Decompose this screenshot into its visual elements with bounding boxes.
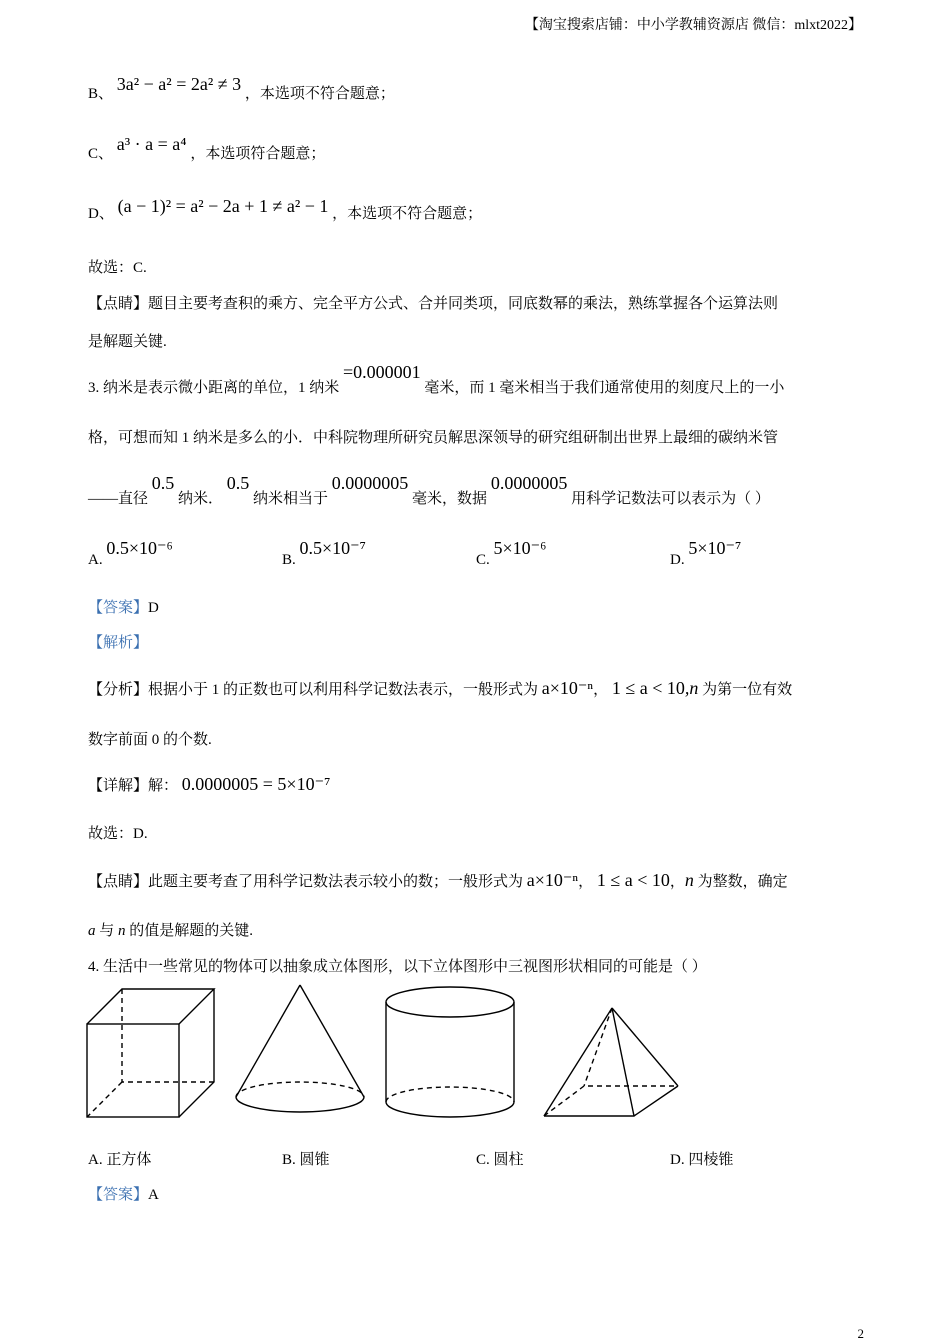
q3-dianjing-and: 与 (99, 923, 115, 939)
q2-option-b-math: 3a² − a² = 2a² ≠ 3 (116, 74, 242, 94)
q3-option-b-label: B. (282, 552, 296, 568)
q3-dianjing-math2: 1 ≤ a < 10 (596, 870, 670, 890)
pyramid-base-front (544, 1086, 678, 1116)
q3-fenxi-line1: 【分析】根据小于 1 的正数也可以利用科学记数法表示，一般形式为 a×10⁻ⁿ， 1 ≤ a < 10,n 为第一位有效 (88, 678, 793, 698)
q3-option-d-label: D. (670, 552, 685, 568)
q3-stem-l3m4: 0.0000005 (490, 473, 568, 493)
q3-dianjing-end: 的值是解题的关键. (129, 923, 254, 939)
q3-detail-math: 0.0000005 = 5×10⁻⁷ (181, 774, 331, 794)
q3-stem-line3 (88, 473, 770, 508)
q3-stem-l1b: 毫米，而 1 毫米相当于我们通常使用的刻度尺上的一小 (424, 380, 785, 396)
q2-comment-line1 (88, 292, 778, 313)
q3-fenxi-label: 【分析】 (88, 682, 149, 698)
q3-option-b (282, 538, 366, 569)
q3-option-a-math: 0.5×10⁻⁶ (106, 538, 173, 558)
q4-question: 4. 生活中一些常见的物体可以抽象成立体图形，以下立体图形中三视图形状相同的可能是（ ） (88, 959, 707, 975)
page-number: 2 (857, 1326, 864, 1341)
q3-option-c-label: C. (476, 552, 490, 568)
cube-hidden-edge-diag (87, 1082, 122, 1117)
pyramid-base-hidden (544, 1086, 678, 1116)
q3-dianjing-var-a: a (88, 923, 96, 939)
q3-answer-label: 【答案】 (88, 600, 149, 616)
q3-stem-l1a: 3. 纳米是表示微小距离的单位，1 纳米 (88, 380, 340, 396)
q3-option-a-label: A. (88, 552, 103, 568)
q2-choice: 故选：C. (88, 260, 147, 276)
q2-comment-line2: 是解题关键. (88, 334, 167, 350)
q2-option-b-label: B、 (88, 86, 114, 102)
q3-stem-l3m3: 0.0000005 (331, 473, 409, 493)
q3-answer-value: D (148, 600, 159, 616)
q3-fenxi-line2: 数字前面 0 的个数. (88, 732, 212, 748)
q3-dianjing-text2: 为整数，确定 (697, 874, 788, 890)
q3-stem-l3e: 用科学记数法可以表示为（ ） (571, 491, 770, 507)
cylinder-base-front (386, 1102, 514, 1117)
pyramid-edge-left (544, 1008, 612, 1116)
q3-dianjing-label: 【点睛】 (88, 874, 149, 890)
q2-option-c (88, 134, 326, 163)
cone-right-edge (300, 985, 364, 1097)
pyramid-edge-right (612, 1008, 678, 1086)
cube-figure (86, 986, 218, 1120)
q3-detail (88, 774, 330, 795)
q3-dianjing-line2 (88, 919, 253, 940)
cone-left-edge (236, 985, 300, 1097)
q3-stem-l3a: ——直径 (88, 491, 149, 507)
q4-answer (88, 1183, 159, 1204)
q3-dianjing-line1: 【点睛】此题主要考查了用科学记数法表示较小的数；一般形式为 a×10⁻ⁿ， 1 ≤ a < 10，n 为整数，确定 (88, 870, 788, 890)
q2-option-d (88, 196, 483, 223)
q3-stem-l3m1: 0.5 (151, 473, 175, 493)
q3-stem-l3c: 纳米相当于 (253, 491, 329, 507)
cylinder-top (386, 987, 514, 1017)
q3-dianjing-math3: n (684, 870, 694, 890)
q4-option-b: B. 圆锥 (282, 1152, 330, 1168)
q3-fenxi-text: 根据小于 1 的正数也可以利用科学记数法表示，一般形式为 (148, 682, 539, 698)
q3-detail-text: 解： (148, 778, 179, 794)
q3-stem-line1 (88, 362, 785, 397)
cone-figure (234, 984, 366, 1116)
q2-option-d-comment: ，本选项不符合题意； (332, 206, 483, 222)
q3-option-b-math: 0.5×10⁻⁷ (299, 538, 366, 558)
q3-stem-line2: 格，可想而知 1 纳米是多么的小．中科院物理所研究员解思深领导的研究组研制出世界上最细的碳纳米管 (88, 430, 779, 446)
q4-option-d: D. 四棱锥 (670, 1152, 734, 1168)
q4-option-a: A. 正方体 (88, 1152, 152, 1168)
q3-option-c (476, 538, 547, 569)
q2-option-d-label: D、 (88, 206, 114, 222)
q3-stem-l3d: 毫米，数据 (412, 491, 488, 507)
pyramid-edge-front (612, 1008, 634, 1116)
q3-dianjing-var-n: n (118, 923, 126, 939)
q3-option-c-math: 5×10⁻⁶ (493, 538, 547, 558)
q3-fenxi-math2: 1 ≤ a < 10 (611, 678, 685, 698)
q3-stem-l3b: 纳米． (178, 491, 224, 507)
q3-analysis-label: 【解析】 (88, 635, 149, 651)
q2-option-b-comment: ，本选项不符合题意； (244, 86, 395, 102)
q3-option-d-math: 5×10⁻⁷ (688, 538, 742, 558)
cylinder-figure (383, 986, 517, 1120)
q3-option-d (670, 538, 742, 569)
q3-fenxi-text2: 为第一位有效 (702, 682, 793, 698)
cone-base-back (236, 1082, 364, 1097)
q3-fenxi-math1: a×10⁻ⁿ (541, 678, 594, 698)
q3-stem-l1-math: =0.000001 (343, 362, 421, 382)
q2-option-b (88, 74, 395, 103)
q4-option-c: C. 圆柱 (476, 1152, 524, 1168)
q2-option-c-comment: ，本选项符合题意； (190, 146, 326, 162)
q3-dianjing-math1: a×10⁻ⁿ (526, 870, 579, 890)
q3-fenxi-math3: ,n (684, 678, 699, 698)
q3-option-a (88, 538, 173, 569)
pyramid-figure (542, 1006, 680, 1118)
cube-top-edges (87, 989, 214, 1024)
q2-option-c-math: a³ · a = a⁴ (116, 134, 187, 154)
cylinder-base-back (386, 1087, 514, 1102)
q3-choice: 故选：D. (88, 826, 148, 842)
q2-comment-text: 题目主要考查积的乘方、完全平方公式、合并同类项，同底数幂的乘法，熟练掌握各个运算法则 (148, 296, 779, 312)
header-watermark: 【淘宝搜索店铺：中小学教辅资源店 微信：mlxt2022】 (524, 18, 862, 33)
cone-base-front (236, 1097, 364, 1112)
cube-right-edges (179, 989, 214, 1117)
q4-answer-label: 【答案】 (88, 1187, 149, 1203)
q4-answer-value: A (148, 1187, 159, 1203)
q2-option-d-math: (a − 1)² = a² − 2a + 1 ≠ a² − 1 (117, 196, 329, 216)
q3-dianjing-text: 此题主要考查了用科学记数法表示较小的数；一般形式为 (148, 874, 524, 890)
q2-comment-label: 【点睛】 (88, 296, 149, 312)
q3-detail-label: 【详解】 (88, 778, 149, 794)
q3-answer (88, 596, 159, 617)
q3-stem-l3m2: 0.5 (226, 473, 250, 493)
q2-option-c-label: C、 (88, 146, 114, 162)
